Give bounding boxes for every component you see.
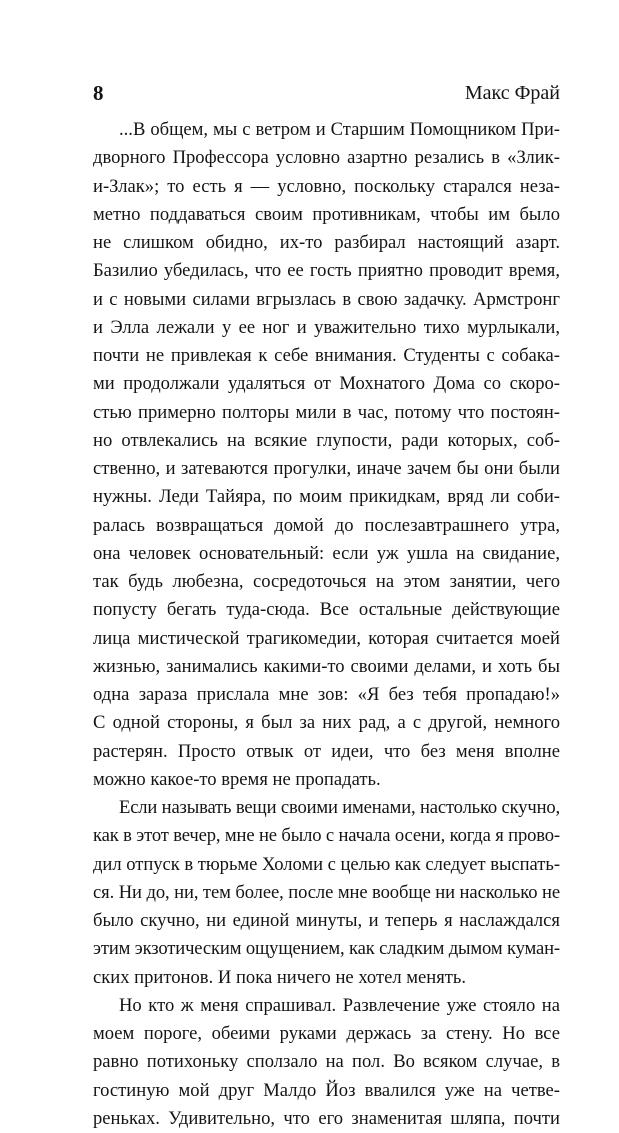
text-line: почти не привлекая к себе внимания. Студенты с собака- [93,345,560,366]
text-line: лица мистической трагикомедии, которая считается моей [93,627,560,649]
text-line: нужны. Леди Тайяра, по моим прикидкам, вряд ли соби- [93,486,560,508]
text-line: попусту бегать туда-сюда. Все остальные действующие [93,599,560,621]
text-line: гостиную мой друг Малдо Йоз ввалился уже на четве- [93,1079,560,1101]
paragraph [93,992,560,1133]
text-line: не слишком обидно, их-то разбирал настоящий азарт. [93,232,560,253]
text-line: ралась возвращаться домой до послезавтрашнего утра, [93,514,560,536]
text-line: так будь любезна, сосредоточься на этом занятии, чего [93,571,560,592]
text-line: Если называть вещи своими именами, настолько скучно, [119,797,560,818]
page-header [93,79,560,107]
text-line: ственно, и затеваются прогулки, иначе зачем бы они были [93,458,560,479]
text-line: как в этот вечер, мне не было с начала осени, когда я прово- [93,825,560,847]
running-title: Макс Фрай [464,82,560,104]
text-line: реньках. Удивительно, что его знаменитая шляпа, почти [93,1107,560,1129]
text-line: ...В общем, мы с ветром и Старшим Помощником При- [119,119,560,140]
text-line: и Элла лежали у ее ног и уважительно тихо мурлыкали, [93,316,560,338]
text-line: но отвлекались на всякие глупости, ради которых, соб- [93,429,560,451]
text-line: ся. Ни до, ни, тем более, после мне вообще ни насколько не [93,881,560,903]
text-line: равно потихоньку сползало на пол. Во всяком случае, в [93,1051,560,1073]
text-line: ских притонов. И пока ничего не хотел менять. [93,966,467,988]
text-line: дворного Профессора условно азартно резались в «Злик- [93,147,560,169]
text-line: можно какое-то время не пропадать. [93,768,381,790]
text-line: метно поддаваться своим противникам, чтобы им было [93,203,560,225]
text-line: и-Злак»; то есть я — условно, поскольку старался неза- [93,175,560,197]
page-number: 8 [93,81,104,105]
text-line: жизнью, занимались какими-то своими делами, и хоть бы [93,655,560,677]
text-line: моем пороге, обеими руками держась за стену. Но все [93,1023,560,1044]
text-line: и с новыми силами вгрызлась в свою задачку. Армстронг [93,288,560,310]
text-line: ми продолжали удаляться от Мохнатого Дома со скоро- [93,373,560,395]
body-text [93,116,560,1133]
text-line: Но кто ж меня спрашивал. Развлечение уже стояло на [119,994,560,1016]
paragraph [93,116,560,794]
text-line: стью примерно полторы мили в час, потому что постоян- [93,401,560,423]
text-line: одна зараза прислала мне зов: «Я без тебя пропадаю!» [93,684,560,705]
text-line: С одной стороны, я был за них рад, а с другой, немного [93,712,560,734]
text-line: растерян. Просто отвык от идеи, что без меня вполне [93,740,560,762]
text-line: Базилио убедилась, что ее гость приятно проводит время, [93,260,560,282]
text-line: было скучно, ни единой минуты, и теперь я наслаждался [93,910,560,931]
text-line: она человек основательный: если уж ушла на свидание, [93,542,560,564]
text-line: дил отпуск в тюрьме Холоми с целью как следует выспать- [93,853,560,875]
text-line: этим экзотическим ощущением, как сладким дымом куман- [93,938,560,960]
paragraph [93,794,560,992]
